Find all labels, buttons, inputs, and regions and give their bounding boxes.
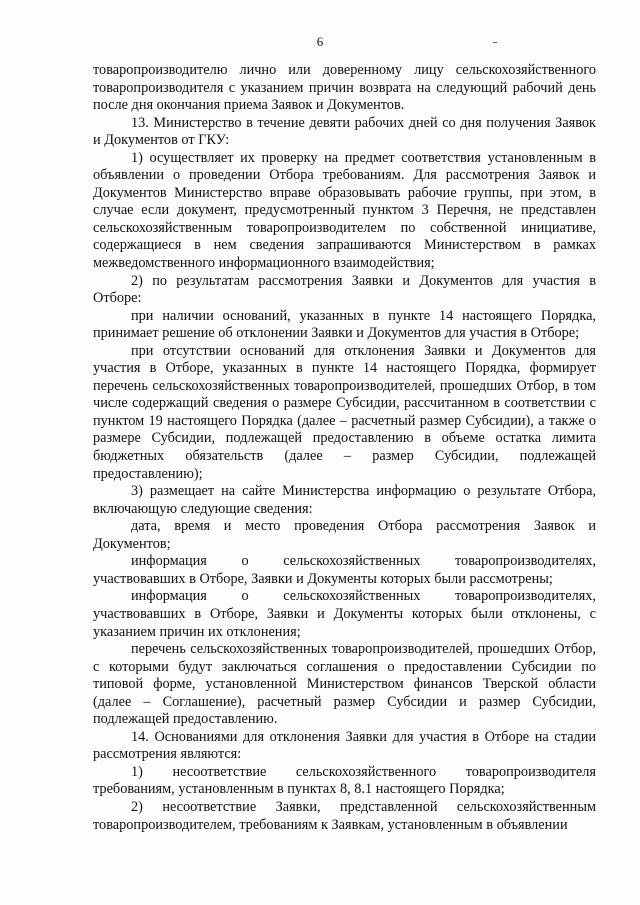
paragraph-13-2-reject: при наличии оснований, указанных в пункте 14 настоящего Порядка, принимает решение об отклонении Заявки и Документов для участия в Отборе; [93, 307, 596, 342]
paragraph-13-2-accept: при отсутствии оснований для отклонения Заявки и Документов для участия в Отборе, указанных в пункте 14 настоящего Порядка, формирует перечень сельскохозяйственных товаропроизводителей, прошедших Отбор, в том числе содержащий сведения о размере Субсидии, рассчитанном в соответствии с пунктом 19 настоящего Порядка (далее – расчетный размер Субсидии), а также о размере Субсидии, подлежащей предоставлению в объеме остатка лимита бюджетных обязательств (далее – размер Субсидии, подлежащей предоставлению); [93, 342, 596, 482]
paragraph-13-3-rejected: информация о сельскохозяйственных товаропроизводителях, участвовавших в Отборе, Заявки и Документы которых были отклонены, с указанием причин их отклонения; [93, 588, 596, 640]
page-number: 6 [316, 34, 324, 49]
paragraph-13-3-reviewed: информация о сельскохозяйственных товаропроизводителях, участвовавших в Отборе, Заявки и Документы которых были рассмотрены; [93, 553, 596, 587]
paragraph-item-14: 14. Основаниями для отклонения Заявки для участия в Отборе на стадии рассмотрения являются: [93, 728, 596, 763]
paragraph-continuation: товаропроизводителю лично или доверенному лицу сельскохозяйственного товаропроизводителя с указанием причин возврата на следующий рабочий день после дня окончания приема Заявок и Документов. [93, 62, 596, 114]
paragraph-13-3-list: перечень сельскохозяйственных товаропроизводителей, прошедших Отбор, с которыми будут заключаться соглашения о предоставлении Субсидии по типовой форме, установленной Министерством финансов Тверской области (далее – Соглашение), расчетный размер Субсидии и размер Субсидии, подлежащей предоставлению. [93, 641, 596, 728]
paragraph-item-13: 13. Министерство в течение девяти рабочих дней со дня получения Заявок и Документов от ГКУ: [93, 114, 596, 149]
paragraph-13-3-date: дата, время и место проведения Отбора рассмотрения Заявок и Документов; [93, 518, 596, 552]
paragraph-13-1: 1) осуществляет их проверку на предмет соответствия установленным в объявлении о проведении Отбора требованиям. Для рассмотрения Заявок и Документов Министерство вправе образовывать рабочие группы, при этом, в случае если документ, предусмотренный пунктом 3 Перечня, не представлен сельскохозяйственным товаропроизводителем по собственной инициативе, содержащиеся в нем сведения запрашиваются Министерством в рамках межведомственного информационного взаимодействия; [93, 149, 596, 272]
scan-mark [493, 42, 497, 43]
document-body [93, 62, 596, 834]
paragraph-14-1: 1) несоответствие сельскохозяйственного товаропроизводителя требованиям, установленным в пунктах 8, 8.1 настоящего Порядка; [93, 763, 596, 798]
paragraph-14-2: 2) несоответствие Заявки, представленной сельскохозяйственным товаропроизводителем, требованиям к Заявкам, установленным в объявлении [93, 798, 596, 833]
paragraph-13-2: 2) по результатам рассмотрения Заявки и Документов для участия в Отборе: [93, 272, 596, 307]
paragraph-13-3: 3) размещает на сайте Министерства информацию о результате Отбора, включающую следующие сведения: [93, 483, 596, 517]
